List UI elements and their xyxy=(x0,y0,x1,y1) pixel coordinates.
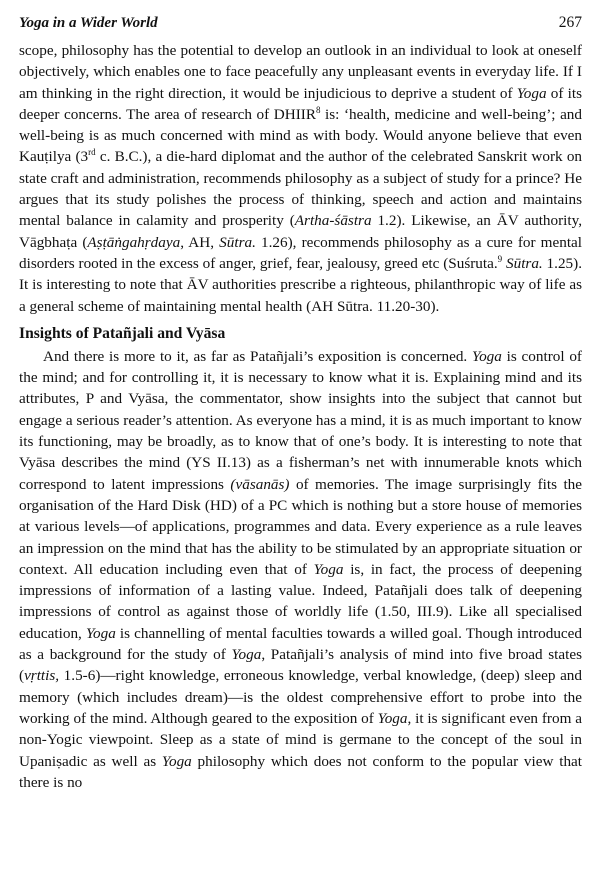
text-run: philosophy which does not conform to the popular view that there is no xyxy=(19,752,582,791)
section-heading: Insights of Patañjali and Vyāsa xyxy=(19,324,226,342)
text-run: is, in fact, the process of deepening impressions of information of a lasting value. Indeed, Patañjali does talk of deepening impressions of control as against those of worldly life (1.50, III.9). Like all specialised education, xyxy=(19,560,582,642)
italic-term: Sūtra. xyxy=(506,254,543,272)
italic-term: Yoga xyxy=(516,84,547,102)
text-run: 1.2). Likewise, an ĀV authority, Vāgbhaṭa ( xyxy=(19,212,582,251)
paragraph xyxy=(19,346,582,793)
text-run: is control of the mind; and for controlling it, it is necessary to know what it is. Explaining mind and its attributes, P and Vyāsa, the commentator, show insights into the subject that cannot but engage a serious reader’s attention. As everyone has a mind, it is as much important to know its functioning, may be broadly, as to know that of one’s body. It is interesting to note that Vyāsa describes the mind (YS II.13) as a fisherman’s net with innumerable knots which correspond to latent impressions xyxy=(19,347,582,493)
italic-term: Aṣṭāṅgahṛdaya xyxy=(87,233,181,251)
text-run: 1.5-6)—right knowledge, erroneous knowledge, verbal knowledge, (deep) sleep and memory (which includes dream)—is the oldest comprehensive effort to probe into the working of the mind. Although geared to the exposition of xyxy=(19,667,582,727)
footnote-marker: 9 xyxy=(497,253,503,264)
italic-term: Yoga xyxy=(313,560,344,578)
running-title: Yoga in a Wider World xyxy=(19,15,158,31)
text-run: of its deeper concerns. The area of research of DHIIR xyxy=(19,84,582,123)
text-run: is channelling of mental faculties towards a willed goal. Though introduced as a background for the study of xyxy=(19,624,582,664)
running-header xyxy=(19,14,582,40)
italic-term: (vāsanās) xyxy=(230,475,290,493)
ordinal-superscript: rd xyxy=(88,147,96,158)
text-run: And there is more to it, as far as Patañjali’s exposition is concerned. xyxy=(43,347,473,365)
italic-term: vṛttis, xyxy=(24,667,60,685)
italic-term: Yoga xyxy=(85,624,116,642)
footnote-marker: 8 xyxy=(315,104,321,115)
text-run: , AH, xyxy=(180,233,220,251)
page-number: 267 xyxy=(558,14,582,31)
text-run: , it is significant even from a non-Yogic viewpoint. Sleep as a state of mind is germane to the concept of the soul in Upaniṣadic as well as xyxy=(19,709,582,770)
text-run: , Patañjali’s analysis of mind into five broad states ( xyxy=(19,646,582,685)
text-run: c. B.C.), a die-hard diplomat and the author of the celebrated Sanskrit work on state craft and administration, recommends philosophy as a subject of study for a prince? He argues that its study polishes the process of thinking, speech and action and maintains mental balance in calamity and prosperity ( xyxy=(19,148,583,230)
body-text xyxy=(19,40,582,793)
italic-term: Artha-śāstra xyxy=(294,212,372,230)
italic-term: Yoga xyxy=(377,709,408,727)
text-run: is: ‘health, medicine and well-being’; and well-being is as much concerned with mind as with body. Would anyone believe that even Kauṭilya (3 xyxy=(19,105,582,166)
italic-term: Yoga xyxy=(472,347,502,365)
text-run: of memories. The image surprisingly fits the organisation of the Hard Disk (HD) of a PC which is nothing but a store house of memories at various levels—of applications, programmes and data. Every experience as a rule leaves an impression on the mind that has the ability to be stimulated by an appropriate situation or context. All education including even that of xyxy=(19,475,582,578)
text-run: scope, philosophy has the potential to develop an outlook in an individual to look at oneself objectively, which enables one to face peacefully any unpleasant events in everyday life. If I am thinking in the right direction, it would be injudicious to deprive a student of xyxy=(19,42,582,102)
text-run: 1.26), recommends philosophy as a cure for mental disorders rooted in the excess of anger, grief, fear, jealousy, greed etc (Suśruta. xyxy=(19,233,582,272)
paragraph-continued xyxy=(19,40,582,317)
text-run: 1.25). It is interesting to note that ĀV authorities prescribe a righteous, philanthropic way of life as a general scheme of maintaining mental health (AH Sūtra. 11.20-30). xyxy=(19,254,582,315)
italic-term: Yoga xyxy=(231,646,262,664)
italic-term: Sūtra. xyxy=(219,233,256,251)
italic-term: Yoga xyxy=(161,752,192,770)
